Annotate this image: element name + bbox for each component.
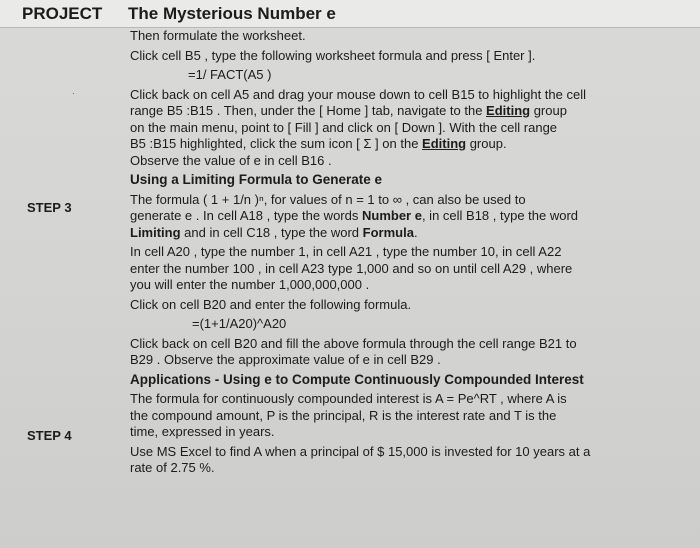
line: [130, 103, 690, 120]
line: enter the number 100 , in cell A23 type 1,000 and so on until cell A29 , where: [130, 260, 573, 276]
line: The formula ( 1 + 1/n )ⁿ, for values of n = 1 to ∞ , can also be used to: [130, 191, 526, 207]
line: the compound amount, P is the principal, R is the interest rate and T is the: [130, 407, 557, 423]
line: time, expressed in years.: [130, 424, 275, 439]
line: Then formulate the worksheet.: [130, 28, 306, 43]
project-label: PROJECT: [22, 4, 103, 23]
project-title: The Mysterious Number e: [128, 4, 336, 23]
text: generate e . In cell A18 , type the words: [130, 208, 362, 223]
line: Click cell B5 , type the following worksheet formula and press [ Enter ].: [130, 47, 536, 63]
text: group: [530, 103, 567, 118]
line: on the main menu, point to [ Fill ] and click on [ Down ]. With the cell range: [130, 119, 558, 135]
text: group.: [466, 136, 507, 151]
editing-word: Editing: [486, 103, 531, 118]
line: [130, 225, 690, 242]
line: rate of 2.75 %.: [130, 460, 215, 475]
line: The formula for continuously compounded interest is A = Pe^RT , where A is: [130, 391, 567, 406]
step4-heading: Applications - Using e to Compute Continuously Compounded Interest: [130, 371, 584, 387]
text: and in cell C18 , type the word: [180, 224, 363, 240]
line: Click on cell B20 and enter the following formula.: [130, 296, 412, 312]
formula-fact: =1/ FACT(A5 ): [188, 67, 272, 82]
line: B29 . Observe the approximate value of e in cell B29 .: [130, 352, 441, 367]
formula-limit: =(1+1/A20)^A20: [192, 316, 287, 331]
text: B5 :B15 highlighted, click the sum icon [ Σ ] on the: [130, 136, 423, 151]
line: Click back on cell B20 and fill the above formula through the cell range B21 to: [130, 335, 577, 351]
line: you will enter the number 1,000,000,000 .: [130, 277, 370, 292]
bold-number-e: Number e: [361, 208, 422, 223]
line: [130, 208, 690, 225]
bold-limiting: Limiting: [130, 224, 181, 240]
instructions: [130, 28, 690, 477]
step3-heading: Using a Limiting Formula to Generate e: [130, 172, 383, 187]
text: range B5 :B15 . Then, under the [ Home ] tab, navigate to the: [130, 103, 487, 118]
stray-mark: ·: [72, 88, 75, 98]
step3-label: STEP 3: [27, 200, 72, 215]
line: In cell A20 , type the number 1, in cell A21 , type the number 10, in cell A22: [130, 244, 562, 259]
line: Observe the value of e in cell B16 .: [130, 152, 332, 168]
project-header: [0, 0, 700, 28]
editing-word: Editing: [422, 136, 467, 151]
line: Click back on cell A5 and drag your mouse down to cell B15 to highlight the cell: [130, 86, 586, 102]
line: Use MS Excel to find A when a principal of $ 15,000 is invested for 10 years at a: [130, 443, 591, 459]
text: .: [413, 224, 418, 240]
line: [130, 136, 690, 153]
step4-label: STEP 4: [27, 428, 72, 443]
text: , in cell B18 , type the word: [421, 208, 579, 223]
bold-formula: Formula: [362, 224, 414, 240]
